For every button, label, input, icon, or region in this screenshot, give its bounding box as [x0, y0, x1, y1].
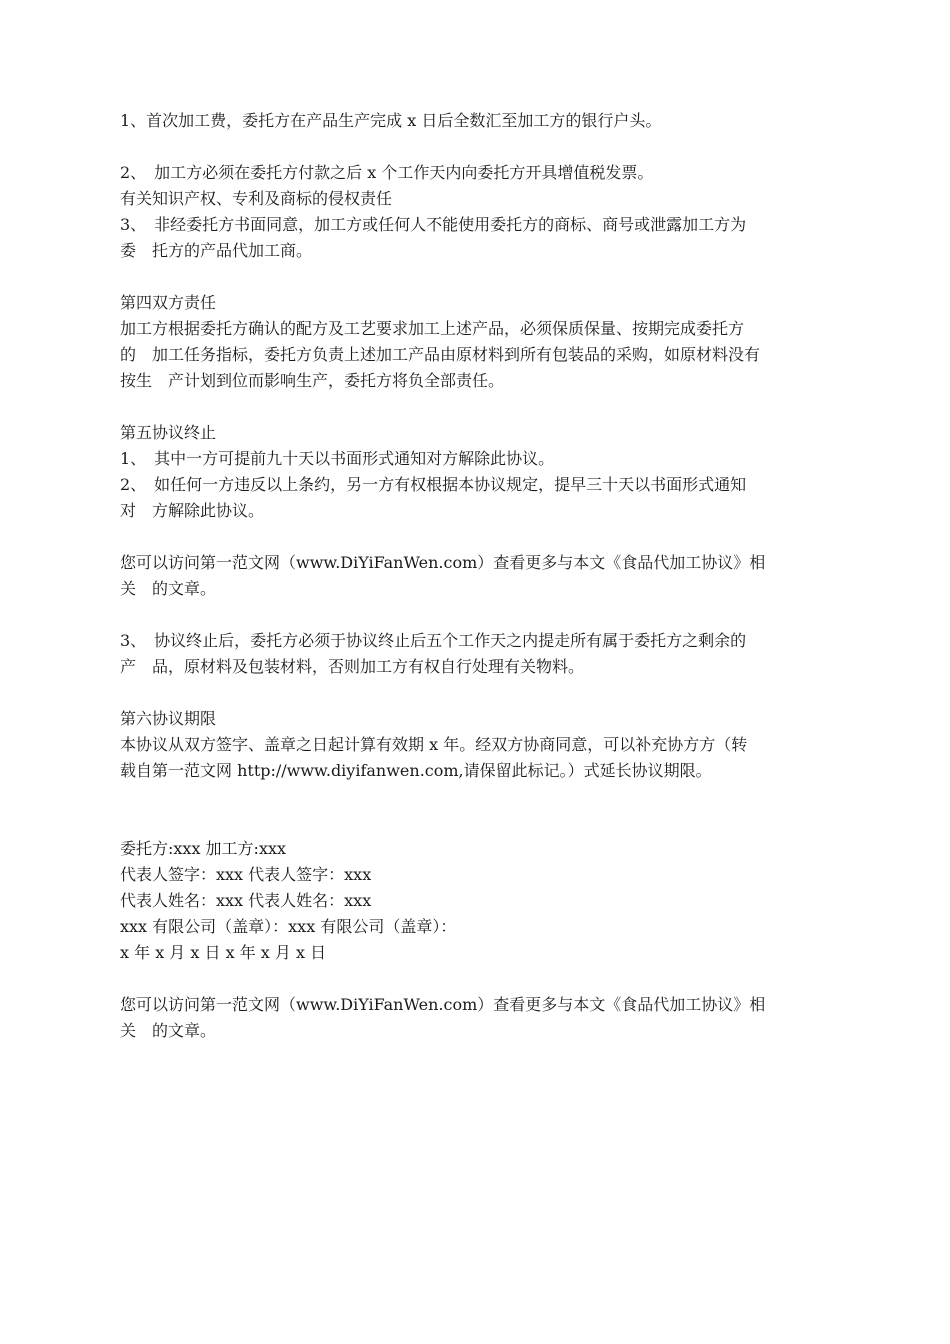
section-4-line3: 按生 产计划到位而影响生产，委托方将负全部责任。 [120, 371, 505, 390]
section-5-item1: 1、 其中一方可提前九十天以书面形式通知对方解除此协议。 [120, 449, 555, 468]
document-page [120, 108, 836, 1044]
signature-parties: 委托方:xxx 加工方:xxx [120, 839, 287, 858]
section-4-line1: 加工方根据委托方确认的配方及工艺要求加工上述产品，必须保质保量、按期完成委托方 [120, 319, 745, 338]
section-4-line2: 的 加工任务指标，委托方负责上述加工产品由原材料到所有包装品的采购，如原材料没有 [120, 345, 761, 364]
clause-trademark-line2: 委 托方的产品代加工商。 [120, 241, 313, 260]
spacer [120, 602, 836, 628]
spacer [120, 784, 836, 836]
spacer [120, 524, 836, 550]
promo-text-1-line2: 关 的文章。 [120, 579, 217, 598]
signature-representative-name: 代表人姓名：xxx 代表人姓名：xxx [120, 891, 372, 910]
signature-company-seal: xxx 有限公司（盖章）：xxx 有限公司（盖章）： [120, 917, 457, 936]
spacer [120, 134, 836, 160]
section-6-line1: 本协议从双方签字、盖章之日起计算有效期 x 年。经双方协商同意，可以补充协方方（转 [120, 735, 748, 754]
section-5-item2-line1: 2、 如任何一方违反以上条约，另一方有权根据本协议规定，提早三十天以书面形式通知 [120, 475, 747, 494]
clause-invoice: 2、 加工方必须在委托方付款之后 x 个工作天内向委托方开具增值税发票。 [120, 163, 654, 182]
section-5-item3-line1: 3、 协议终止后，委托方必须于协议终止后五个工作天之内提走所有属于委托方之剩余的 [120, 631, 747, 650]
promo-text-2-line2: 关 的文章。 [120, 1021, 217, 1040]
spacer [120, 680, 836, 706]
promo-text-2-line1: 您可以访问第一范文网（www.DiYiFanWen.com）查看更多与本文《食品代加工协议》相 [120, 995, 766, 1014]
clause-trademark-line1: 3、 非经委托方书面同意，加工方或任何人不能使用委托方的商标、商号或泄露加工方为 [120, 215, 747, 234]
signature-date: x 年 x 月 x 日 x 年 x 月 x 日 [120, 943, 327, 962]
spacer [120, 264, 836, 290]
spacer [120, 966, 836, 992]
signature-representative-sign: 代表人签字：xxx 代表人签字：xxx [120, 865, 372, 884]
section-5-item3-line2: 产 品，原材料及包装材料，否则加工方有权自行处理有关物料。 [120, 657, 585, 676]
section-4-title: 第四双方责任 [120, 293, 217, 312]
section-5-item2-line2: 对 方解除此协议。 [120, 501, 265, 520]
section-5-title: 第五协议终止 [120, 423, 217, 442]
section-6-title: 第六协议期限 [120, 709, 217, 728]
promo-text-1-line1: 您可以访问第一范文网（www.DiYiFanWen.com）查看更多与本文《食品代加工协议》相 [120, 553, 766, 572]
heading-ip-liability: 有关知识产权、专利及商标的侵权责任 [120, 189, 393, 208]
section-6-line2: 载自第一范文网 http://www.diyifanwen.com,请保留此标记。）式延长协议期限。 [120, 761, 712, 780]
clause-first-processing-fee: 1、首次加工费，委托方在产品生产完成 x 日后全数汇至加工方的银行户头。 [120, 111, 662, 130]
spacer [120, 394, 836, 420]
